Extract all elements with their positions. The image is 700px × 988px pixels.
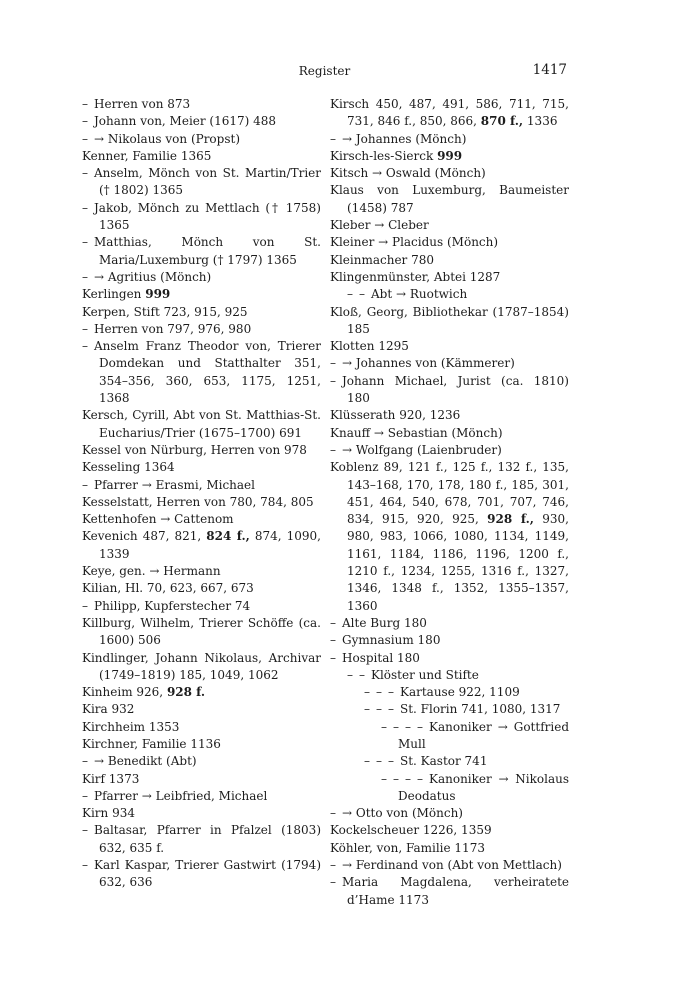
subentry-dash: – [82, 858, 94, 873]
entry-text: Kleiner → Placidus (Mönch) [330, 235, 499, 250]
index-column-left [82, 96, 321, 892]
index-entry [82, 684, 321, 701]
entry-text: Johann von, Meier (1617) 488 [94, 114, 277, 129]
index-entry [82, 304, 321, 321]
index-entry [82, 822, 321, 857]
entry-text: Klaus von Luxemburg, Baumeister (1458) 787 [330, 183, 569, 215]
index-entry [82, 528, 321, 563]
index-entry [82, 234, 321, 269]
index-entry [330, 148, 569, 165]
entry-text: Pfarrer → Leibfried, Michael [94, 788, 268, 803]
entry-text: Kitsch → Oswald (Mönch) [330, 166, 486, 181]
subentry-dash: – [330, 131, 342, 146]
entry-text: → Nikolaus von (Propst) [94, 131, 241, 146]
entry-bold-reference: 928 f., [487, 512, 534, 527]
subentry-dash: – [82, 477, 94, 492]
index-entry [330, 874, 569, 909]
entry-text: → Otto von (Mönch) [342, 806, 463, 821]
subentry-dash: – [82, 200, 94, 215]
index-entry [330, 373, 569, 408]
index-entry [330, 269, 569, 286]
subentry-dash: – [330, 858, 342, 873]
index-entry [82, 338, 321, 407]
subentry-dash: – [82, 235, 94, 250]
index-entry [82, 131, 321, 148]
index-entry [82, 165, 321, 200]
subentry-dash: – [82, 131, 94, 146]
index-entry [330, 96, 569, 131]
entry-text: Baltasar, Pfarrer in Pfalzel (1803) 632, 635 f. [94, 823, 321, 855]
subentry-dash: – [330, 633, 342, 648]
subentry-dash: – – – – [381, 719, 429, 734]
running-head [82, 62, 567, 80]
entry-text: Klingenmünster, Abtei 1287 [330, 269, 501, 284]
index-entry [82, 650, 321, 685]
index-entry [82, 563, 321, 580]
index-entry [82, 459, 321, 476]
subentry-dash: – [330, 442, 342, 457]
index-entry [82, 148, 321, 165]
subentry-dash: – [82, 598, 94, 613]
index-entry [82, 286, 321, 303]
entry-text: Keye, gen. → Hermann [82, 564, 221, 579]
entry-text: Kloß, Georg, Bibliothekar (1787–1854) 185 [330, 304, 569, 336]
entry-text: Kettenhofen → Cattenom [82, 512, 234, 527]
index-entry [330, 131, 569, 148]
entry-text: Klotten 1295 [330, 339, 409, 354]
entry-text: Kindlinger, Johann Nikolaus, Archivar (1749–1819) 185, 1049, 1062 [82, 650, 321, 682]
index-entry [330, 805, 569, 822]
entry-text: Hospital 180 [342, 650, 420, 665]
index-entry [330, 632, 569, 649]
entry-text: → Ferdinand von (Abt von Mettlach) [342, 858, 562, 873]
subentry-dash: – – [347, 287, 371, 302]
index-entry [82, 788, 321, 805]
entry-text: Kesseling 1364 [82, 460, 175, 475]
entry-text: Kirsch 450, 487, 491, 586, 711, 715, 731, 846 f., 850, 866, [330, 97, 569, 129]
entry-text: Kirchheim 1353 [82, 719, 180, 734]
entry-text: Kira 932 [82, 702, 135, 717]
entry-text: Kersch, Cyrill, Abt von St. Matthias-St. Eucharius/Trier (1675–1700) 691 [82, 408, 321, 440]
entry-text: Kilian, Hl. 70, 623, 667, 673 [82, 581, 254, 596]
subentry-dash: – [82, 339, 94, 354]
entry-text: Kesselstatt, Herren von 780, 784, 805 [82, 494, 314, 509]
entry-bold-reference: 999 [437, 148, 463, 163]
subentry-dash: – [82, 97, 94, 111]
entry-text: Kockelscheuer 1226, 1359 [330, 823, 492, 838]
index-entry [330, 182, 569, 217]
entry-text: Alte Burg 180 [342, 615, 427, 630]
index-entry [82, 96, 321, 113]
entry-text: Kerpen, Stift 723, 915, 925 [82, 304, 248, 319]
entry-text: → Johannes (Mönch) [342, 131, 467, 146]
index-entry [330, 701, 569, 718]
entry-text: → Johannes von (Kämmerer) [342, 356, 515, 371]
index-entry [330, 338, 569, 355]
subentry-dash: – [82, 823, 94, 838]
index-entry [330, 684, 569, 701]
entry-text: Johann Michael, Jurist (ca. 1810) 180 [342, 373, 569, 406]
entry-text-continued: 930, 980, 983, 1066, 1080, 1134, 1149, 1161, 1184, 1186, 1196, 1200 f., 1210 f., 1234, 1255, 1316 f., 1327, 1346, 1348 f., 1352, 1355–1357, 1360 [347, 512, 569, 613]
subentry-dash: – [82, 269, 94, 284]
entry-bold-reference: 824 f., [206, 529, 250, 544]
entry-text: Karl Kaspar, Trierer Gastwirt (1794) 632, 636 [94, 858, 321, 890]
index-entry [330, 615, 569, 632]
index-entry [82, 598, 321, 615]
entry-text: Klüsserath 920, 1236 [330, 408, 461, 423]
entry-text: St. Kastor 741 [400, 754, 488, 769]
index-entry [330, 252, 569, 269]
entry-text: Anselm, Mönch von St. Martin/Trier († 1802) 1365 [94, 166, 321, 198]
entry-text: → Wolfgang (Laienbruder) [342, 442, 502, 457]
entry-text: Kanoniker → Nikolaus Deodatus [398, 771, 569, 803]
entry-text: Kartause 922, 1109 [400, 685, 520, 700]
index-entry [330, 407, 569, 424]
subentry-dash: – – – [364, 702, 400, 717]
entry-text: Abt → Ruotwich [371, 287, 468, 302]
entry-text: → Benedikt (Abt) [94, 754, 197, 769]
subentry-dash: – [82, 114, 94, 129]
index-entry [330, 286, 569, 303]
index-entry [82, 477, 321, 494]
subentry-dash: – [330, 650, 342, 665]
entry-text: Kirn 934 [82, 806, 135, 821]
entry-text: Anselm Franz Theodor von, Trierer Domdekan und Statthalter 351, 354–356, 360, 653, 1175, 1251, 1368 [94, 339, 321, 406]
subentry-dash: – [330, 373, 342, 388]
index-entry [330, 217, 569, 234]
subentry-dash: – – – – [381, 771, 429, 786]
index-entry [82, 701, 321, 718]
subentry-dash: – [330, 615, 342, 630]
index-entry [330, 840, 569, 857]
running-title: Register [298, 64, 351, 78]
index-entry [330, 355, 569, 372]
index-entry [82, 580, 321, 597]
page-number: 1417 [532, 62, 567, 78]
index-entry [330, 459, 569, 615]
entry-text: Klöster und Stifte [371, 667, 479, 682]
entry-text: Knauff → Sebastian (Mönch) [330, 425, 503, 440]
entry-text: Kinheim 926, [82, 685, 167, 700]
index-entry [330, 165, 569, 182]
entry-text: Herren von 797, 976, 980 [94, 321, 252, 336]
subentry-dash: – [82, 166, 94, 181]
entry-text: Kirchner, Familie 1136 [82, 736, 221, 751]
index-entry [82, 857, 321, 892]
entry-text: Matthias, Mönch von St. Maria/Luxemburg († 1797) 1365 [94, 235, 321, 267]
entry-text: Kirsch-les-Sierck [330, 148, 438, 163]
index-entry [82, 753, 321, 770]
index-entry [82, 113, 321, 130]
entry-text: Maria Magdalena, verheiratete d’Hame 1173 [342, 875, 569, 907]
entry-text: Köhler, von, Familie 1173 [330, 840, 485, 855]
entry-text: Kenner, Familie 1365 [82, 148, 212, 163]
index-entry [330, 771, 569, 806]
index-entry [82, 407, 321, 442]
entry-text: Killburg, Wilhelm, Trierer Schöffe (ca. 1600) 506 [82, 615, 321, 648]
entry-text-continued: 1336 [523, 114, 558, 129]
index-entry [330, 650, 569, 667]
entry-bold-reference: 870 f., [480, 114, 524, 129]
subentry-dash: – – [347, 667, 371, 682]
entry-bold-reference: 999 [145, 287, 171, 302]
index-entry [82, 805, 321, 822]
entry-text: Herren von 873 [94, 97, 191, 111]
subentry-dash: – [82, 321, 94, 336]
index-entry [82, 771, 321, 788]
index-entry [330, 719, 569, 754]
entry-text: Kirf 1373 [82, 771, 140, 786]
index-entry [82, 719, 321, 736]
index-entry [82, 442, 321, 459]
index-entry [330, 822, 569, 839]
index-entry [82, 321, 321, 338]
index-entry [82, 511, 321, 528]
index-entry [330, 234, 569, 251]
subentry-dash: – [330, 875, 342, 890]
subentry-dash: – – – [364, 754, 400, 769]
subentry-dash: – – – [364, 685, 400, 700]
entry-text: Jakob, Mönch zu Mettlach († 1758) 1365 [94, 200, 321, 233]
subentry-dash: – [82, 788, 94, 803]
entry-text: Philipp, Kupferstecher 74 [94, 598, 251, 613]
entry-text: Kleber → Cleber [330, 218, 429, 233]
entry-text: St. Florin 741, 1080, 1317 [400, 702, 561, 717]
entry-text: Kevenich 487, 821, [82, 529, 207, 544]
entry-text: Pfarrer → Erasmi, Michael [94, 477, 255, 492]
subentry-dash: – [330, 806, 342, 821]
index-entry [82, 494, 321, 511]
index-entry [330, 857, 569, 874]
entry-text: Koblenz 89, 121 f., 125 f., 132 f., 135, 143–168, 170, 178, 180 f., 185, 301, 451, 464, 540, 678, 701, 707, 746, 834, 915, 920, 925, [330, 460, 569, 527]
subentry-dash: – [82, 754, 94, 769]
index-entry [330, 425, 569, 442]
index-column-right [330, 96, 569, 909]
index-entry [330, 442, 569, 459]
entry-text: → Agritius (Mönch) [94, 269, 212, 284]
index-entry [330, 667, 569, 684]
entry-bold-reference: 928 f. [166, 685, 206, 700]
index-entry [82, 200, 321, 235]
entry-text: Kleinmacher 780 [330, 252, 435, 267]
index-entry [82, 736, 321, 753]
entry-text-continued: 874, 1090, 1339 [99, 529, 321, 561]
entry-text: Kessel von Nürburg, Herren von 978 [82, 442, 307, 457]
entry-text: Gymnasium 180 [342, 633, 441, 648]
entry-text: Kanoniker → Gottfried Mull [398, 719, 569, 751]
entry-text: Kerlingen [82, 287, 146, 302]
index-entry [330, 304, 569, 339]
index-entry [82, 269, 321, 286]
index-entry [82, 615, 321, 650]
subentry-dash: – [330, 356, 342, 371]
index-entry [330, 753, 569, 770]
